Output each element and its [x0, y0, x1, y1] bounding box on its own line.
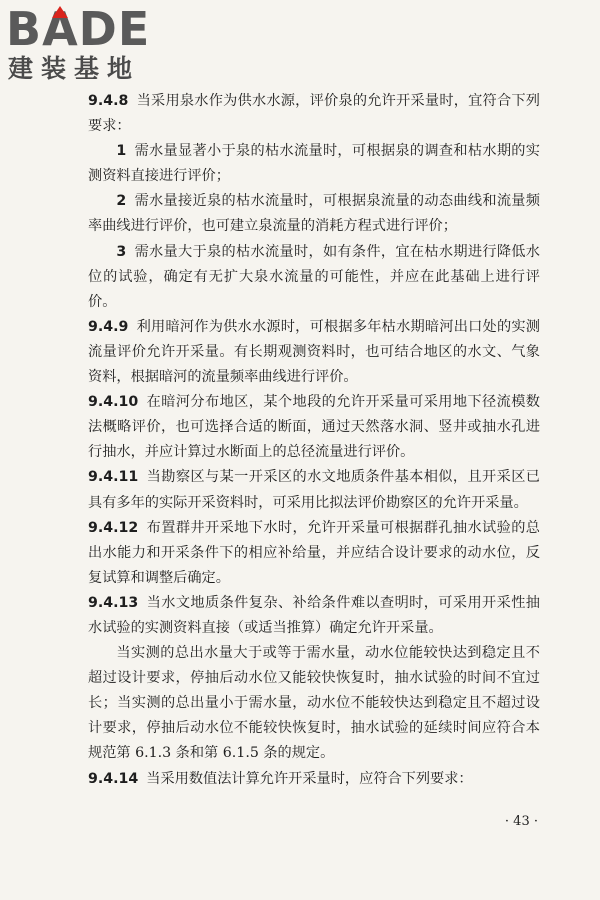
document-body [88, 89, 540, 792]
logo-triangle-icon [52, 6, 68, 18]
logo-subtitle: 建装基地 [8, 54, 141, 83]
clause-9-4-8: 9.4.8 当采用泉水作为供水水源，评价泉的允许开采量时，宜符合下列要求： [88, 93, 540, 135]
clause-9-4-8-item-2: 2 需水量接近泉的枯水流量时，可根据泉流量的动态曲线和流量频率曲线进行评价，也可建立泉流量的消耗方程式进行评价； [88, 193, 540, 235]
clause-9-4-10: 9.4.10 在暗河分布地区，某个地段的允许开采量可采用地下径流模数法概略评价，也可选择合适的断面，通过天然落水洞、竖井或抽水孔进行抽水，并应计算过水断面上的总径流量进行评价。 [88, 394, 540, 461]
clause-9-4-12: 9.4.12 布置群井开采地下水时，允许开采量可根据群孔抽水试验的总出水能力和开采条件下的相应补给量，并应结合设计要求的动水位，反复试算和调整后确定。 [88, 519, 540, 586]
clause-9-4-8-item-3: 3 需水量大于泉的枯水流量时，如有条件，宜在枯水期进行降低水位的试验，确定有无扩大泉水流量的可能性，并应在此基础上进行评价。 [88, 243, 540, 310]
logo-wordmark: BA DE [6, 2, 151, 56]
clause-9-4-9: 9.4.9 利用暗河作为供水水源时，可根据多年枯水期暗河出口处的实测流量评价允许开采量。有长期观测资料时，也可结合地区的水文、气象资料，根据暗河的流量频率曲线进行评价。 [88, 318, 540, 386]
clause-9-4-8-item-1: 1 需水量显著小于泉的枯水流量时，可根据泉的调查和枯水期的实测资料直接进行评价； [88, 143, 540, 185]
clause-9-4-13-continuation: 当实测的总出水量大于或等于需水量，动水位能较快达到稳定且不超过设计要求，停抽后动水位又能较快恢复时，抽水试验的时间不宜过长；当实测的总出量小于需水量，动水位不能较快达到稳定且不超过设计要求，停抽后动水位不能较快恢复时，抽水试验的延续时间应符合本规范第 6.1.3 条和第 6.1.5 条的规定。 [88, 645, 540, 762]
logo [6, 4, 150, 84]
clause-9-4-13: 9.4.13 当水文地质条件复杂、补给条件难以查明时，可采用开采性抽水试验的实测资料直接（或适当推算）确定允许开采量。 [88, 594, 540, 636]
clause-9-4-14: 9.4.14 当采用数值法计算允许开采量时，应符合下列要求： [88, 770, 473, 787]
clause-9-4-11: 9.4.11 当勘察区与某一开采区的水文地质条件基本相似，且开采区已具有多年的实际开采资料时，可采用比拟法评价勘察区的允许开采量。 [88, 469, 540, 511]
page-number: · 43 · [504, 814, 538, 829]
